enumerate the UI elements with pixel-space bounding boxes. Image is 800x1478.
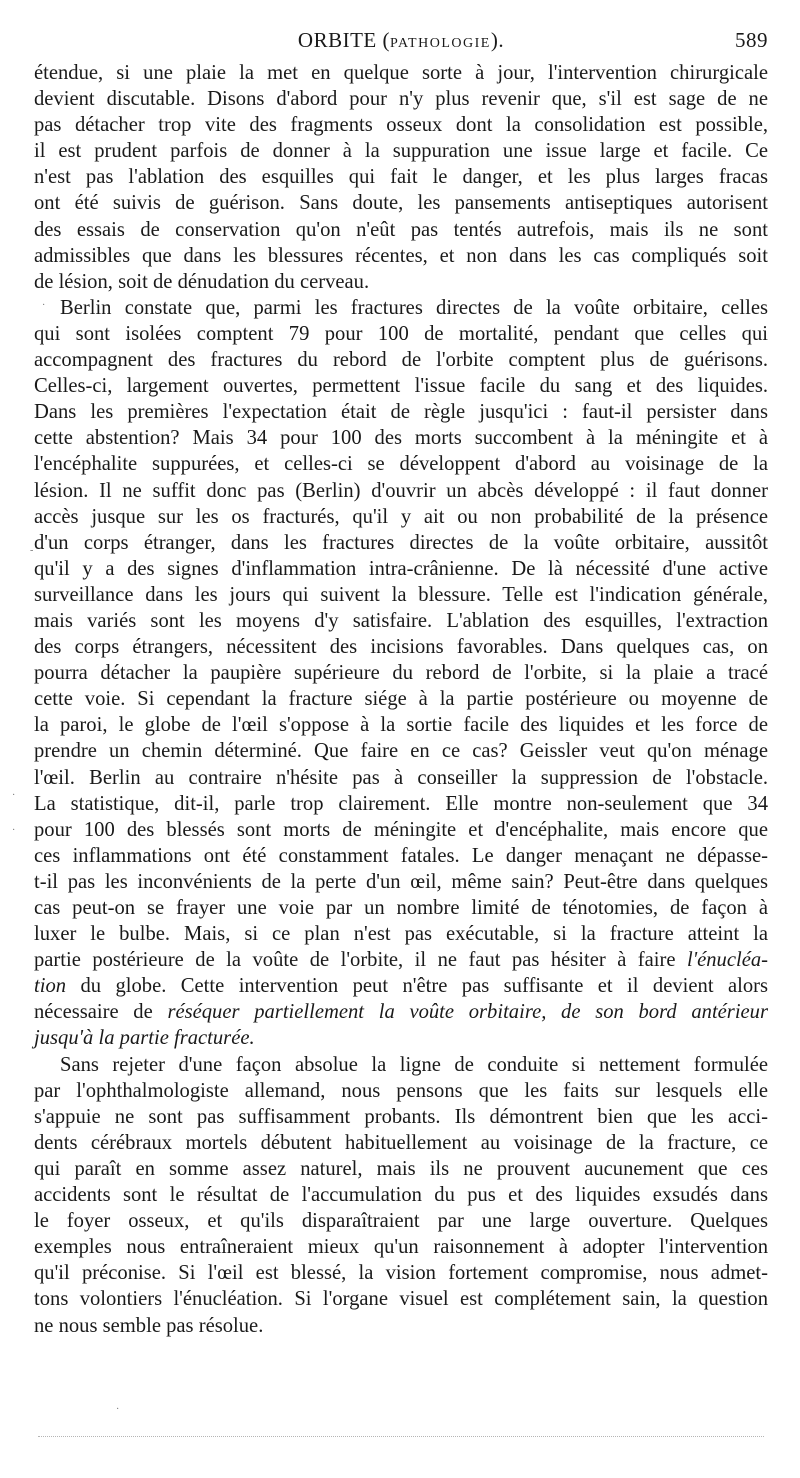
scan-speck: · xyxy=(42,300,46,311)
scan-speck: · xyxy=(12,825,16,836)
text-line: prendre un chemin déterminé. Que faire en ce cas? Geissler veut qu'on ménage xyxy=(34,740,768,763)
body-text xyxy=(34,60,768,1339)
text-line: pas détacher trop vite des fragments osseux dont la consolidation est possible, xyxy=(34,114,768,137)
running-title-subtitle: PATHOLOGIE xyxy=(390,36,491,51)
text-line: de lésion, soit de dénudation du cerveau. xyxy=(34,270,370,293)
text-line: par l'ophthalmologiste allemand, nous pensons que les faits sur lesquels elle xyxy=(34,1079,768,1102)
text-line: étendue, si une plaie la met en quelque sorte à jour, l'intervention chirurgicale xyxy=(34,62,768,84)
text-line xyxy=(34,1025,768,1051)
text-line: exemples nous entraîneraient mieux qu'un raisonnement à adopter l'intervention xyxy=(34,1236,768,1259)
running-header xyxy=(34,28,768,54)
text-line: la paroi, le globe de l'œil s'oppose à la sortie facile des liquides et les force de xyxy=(34,714,768,737)
text-line: cas peut-on se frayer une voie par un nombre limité de ténotomies, de façon à xyxy=(34,897,768,919)
text-line: Celles-ci, largement ouvertes, permettent l'issue facile du sang et des liquides. xyxy=(34,375,768,398)
text-line: dents cérébraux mortels débutent habituellement au voisinage de la fracture, ce xyxy=(34,1131,768,1154)
text-line: mais variés sont les moyens d'y satisfaire. L'ablation des esquilles, l'extraction xyxy=(34,609,768,632)
text-line: l'œil. Berlin au contraire n'hésite pas à conseiller la suppression de l'obstacle. xyxy=(34,766,768,789)
running-title xyxy=(34,28,768,53)
text-line xyxy=(34,947,768,973)
text-line: pourra détacher la paupière supérieure du rebord de l'orbite, si la plaie a tracé xyxy=(34,662,768,685)
text-line: tons volontiers l'énucléation. Si l'organe visuel est complétement sain, la question xyxy=(34,1288,768,1311)
text-line: l'encéphalite suppurées, et celles-ci se développent d'abord au voisinage de la xyxy=(34,453,768,476)
text-line: accompagnent des fractures du rebord de l'orbite comptent plus de guérisons. xyxy=(34,349,768,372)
line-segment: du globe. Cette intervention peut n'être pas suffisante et il devient alors xyxy=(66,975,768,998)
text-line: ne nous semble pas résolue. xyxy=(34,1314,264,1337)
text-line: ont été suivis de guérison. Sans doute, les pansements antiseptiques autorisent xyxy=(34,192,768,215)
running-title-end: ). xyxy=(490,28,505,52)
text-line: ces inflammations ont été constamment fatales. Le danger menaçant ne dépasse- xyxy=(34,844,768,867)
text-line: des essais de conservation qu'on n'eût pas tentés autrefois, mais ils ne sont xyxy=(34,218,768,241)
scan-speck: · xyxy=(12,790,16,801)
text-line: t-il pas les inconvénients de la perte d'un œil, même sain? Peut-être dans quelques xyxy=(34,870,768,893)
text-line: qui sont isolées comptent 79 pour 100 de mortalité, pendant que celles qui xyxy=(34,322,768,345)
line-segment: nécessaire de xyxy=(34,1001,168,1024)
text-line: Berlin constate que, parmi les fractures directes de la voûte orbitaire, celles xyxy=(60,296,768,319)
page-number: 589 xyxy=(735,28,768,52)
text-line: admissibles que dans les blessures récentes, et non dans les cas compliqués soit xyxy=(34,244,768,267)
text-line: La statistique, dit-il, parle trop clairement. Elle montre non-seulement que 34 xyxy=(34,792,768,815)
text-line: qu'il y a des signes d'inflammation intra-crânienne. De là nécessité d'une active xyxy=(34,557,768,580)
scan-speck: · xyxy=(116,1404,120,1415)
text-line: d'un corps étranger, dans les fractures directes de la voûte orbitaire, aussitôt xyxy=(34,531,768,554)
italic-phrase: jusqu'à la partie fracturée. xyxy=(34,1027,255,1050)
text-line: cette voie. Si cependant la fracture siége à la partie postérieure ou moyenne de xyxy=(34,688,768,711)
text-line: qu'il préconise. Si l'œil est blessé, la vision fortement compromise, nous admet- xyxy=(34,1262,768,1285)
text-line: lésion. Il ne suffit donc pas (Berlin) d'ouvrir un abcès développé : il faut donner xyxy=(34,479,768,502)
italic-term: l'énucléa- xyxy=(686,949,768,972)
text-line: Sans rejeter d'une façon absolue la ligne de conduite si nettement formulée xyxy=(60,1053,768,1076)
text-line: des corps étrangers, nécessitent des incisions favorables. Dans quelques cas, on xyxy=(34,636,768,659)
bottom-edge-dots xyxy=(38,1436,764,1437)
text-line xyxy=(34,999,768,1025)
text-line: Dans les premières l'expectation était de règle jusqu'ici : faut-il persister dans xyxy=(34,401,768,424)
text-line: cette abstention? Mais 34 pour 100 des morts succombent à la méningite et à xyxy=(34,427,768,450)
text-line: pour 100 des blessés sont morts de méningite et d'encéphalite, mais encore que xyxy=(34,818,768,841)
text-line: s'appuie ne sont pas suffisamment probants. Ils démontrent bien que les acci- xyxy=(34,1105,768,1128)
running-title-main: ORBITE ( xyxy=(297,28,390,52)
text-line: le foyer osseux, et qu'ils disparaîtraient par une large ouverture. Quelques xyxy=(34,1210,768,1233)
text-line: il est prudent parfois de donner à la suppuration une issue large et facile. Ce xyxy=(34,140,768,163)
text-line xyxy=(34,973,768,999)
text-line: accidents sont le résultat de l'accumulation du pus et des liquides exsudés dans xyxy=(34,1184,768,1207)
text-line: surveillance dans les jours qui suivent la blessure. Telle est l'indication générale, xyxy=(34,583,768,606)
text-line: accès jusque sur les os fracturés, qu'il y ait ou non probabilité de la présence xyxy=(34,505,768,528)
italic-phrase: réséquer partiellement la voûte orbitaire, de son bord antérieur xyxy=(167,1001,768,1024)
line-segment: partie postérieure de la voûte de l'orbite, il ne faut pas hésiter à faire xyxy=(34,949,687,972)
text-line: n'est pas l'ablation des esquilles qui fait le danger, et les plus larges fracas xyxy=(34,166,768,189)
text-line: devient discutable. Disons d'abord pour n'y plus revenir que, s'il est sage de ne xyxy=(34,88,768,111)
text-line: qui paraît en somme assez naturel, mais ils ne prouvent aucunement que ces xyxy=(34,1157,768,1180)
text-line: luxer le bulbe. Mais, si ce plan n'est pas exécutable, si la fracture atteint la xyxy=(34,923,768,946)
scan-speck: - xyxy=(30,545,34,556)
italic-term: tion xyxy=(34,975,67,998)
